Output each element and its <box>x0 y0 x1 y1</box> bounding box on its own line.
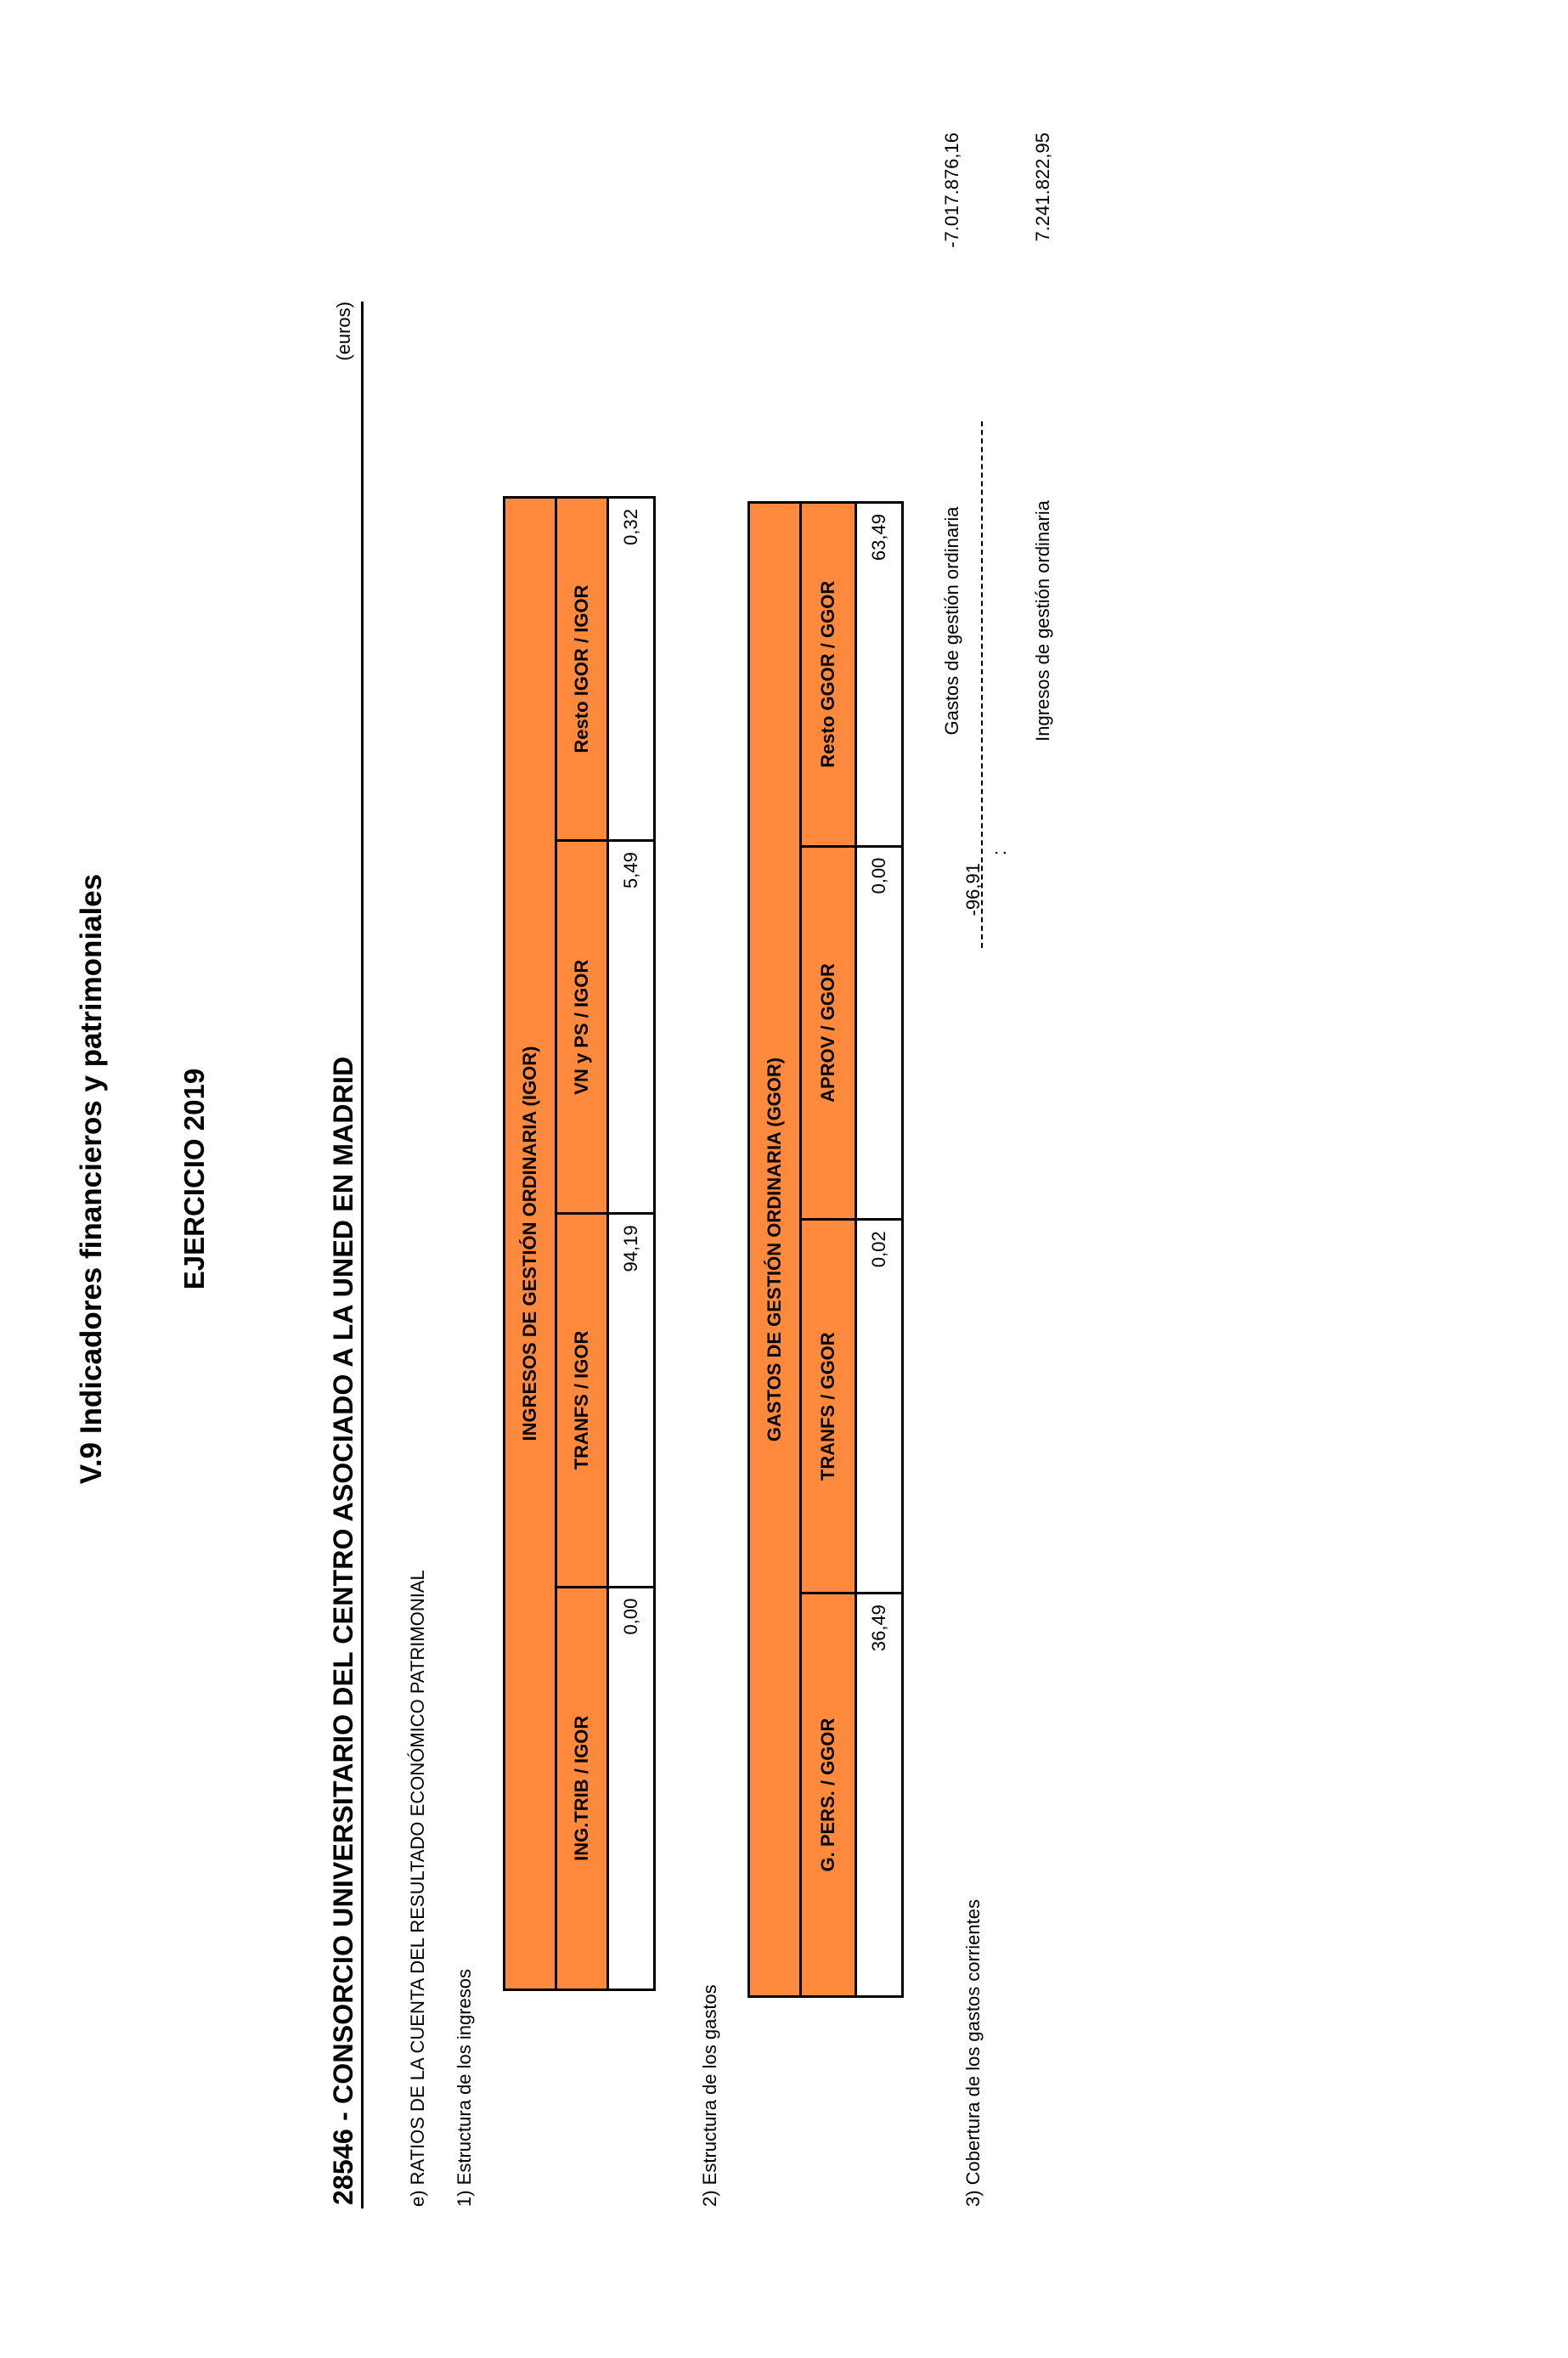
expense-value-cell: 36,49 <box>856 1594 903 1997</box>
income-col-header: Resto IGOR / IGOR <box>556 498 608 841</box>
income-col-header: ING.TRIB / IGOR <box>556 1587 608 1989</box>
fiscal-year-heading: EJERCICIO 2019 <box>178 1068 210 1290</box>
header-rule <box>361 302 364 2209</box>
income-value-cell: 5,49 <box>608 841 655 1214</box>
expense-col-header: Resto GGOR / GGOR <box>801 503 856 847</box>
fraction-line <box>981 421 983 948</box>
income-value-cell: 0,00 <box>608 1587 655 1989</box>
expense-col-header: TRANFS / GGOR <box>801 1220 856 1594</box>
income-structure-label: 1) Estructura de los ingresos <box>454 1968 475 2207</box>
coverage-denominator-value: 7.241.822,95 <box>1032 133 1053 242</box>
income-col-header: TRANFS / IGOR <box>556 1214 608 1587</box>
expense-col-header: G. PERS. / GGOR <box>801 1594 856 1997</box>
expense-group-header: GASTOS DE GESTIÓN ORDINARIA (GGOR) <box>749 503 801 1997</box>
income-value-cell: 0,32 <box>608 498 655 841</box>
income-col-header: VN y PS / IGOR <box>556 841 608 1214</box>
entity-name: 28546 - CONSORCIO UNIVERSITARIO DEL CENTRO ASOCIADO A LA UNED EN MADRID <box>328 1056 358 2205</box>
expense-structure-table <box>747 501 904 1998</box>
table-row <box>856 503 903 1997</box>
coverage-colon: : <box>989 850 1010 856</box>
currency-note: (euros) <box>333 302 354 361</box>
coverage-result: -96,91 <box>962 863 984 917</box>
coverage-numerator-label: Gastos de gestión ordinaria <box>941 506 962 736</box>
expense-value-cell: 0,00 <box>856 846 903 1220</box>
income-structure-table <box>503 496 656 1991</box>
income-value-cell: 94,19 <box>608 1214 655 1587</box>
expense-col-header: APROV / GGOR <box>801 846 856 1220</box>
expense-structure-label: 2) Estructura de los gastos <box>699 1984 720 2207</box>
table-row <box>608 498 655 1990</box>
expense-value-cell: 0,02 <box>856 1220 903 1594</box>
income-group-header: INGRESOS DE GESTIÓN ORDINARIA (IGOR) <box>505 498 556 1990</box>
section-e-title: e) RATIOS DE LA CUENTA DEL RESULTADO ECONÓMICO PATRIMONIAL <box>407 1570 428 2207</box>
report-title: V.9 Indicadores financieros y patrimoniales <box>75 873 108 1485</box>
expense-value-cell: 63,49 <box>856 503 903 847</box>
coverage-denominator-label: Ingresos de gestión ordinaria <box>1032 500 1053 742</box>
coverage-numerator-value: -7.017.876,16 <box>941 133 962 248</box>
coverage-label: 3) Cobertura de los gastos corrientes <box>962 1899 984 2207</box>
